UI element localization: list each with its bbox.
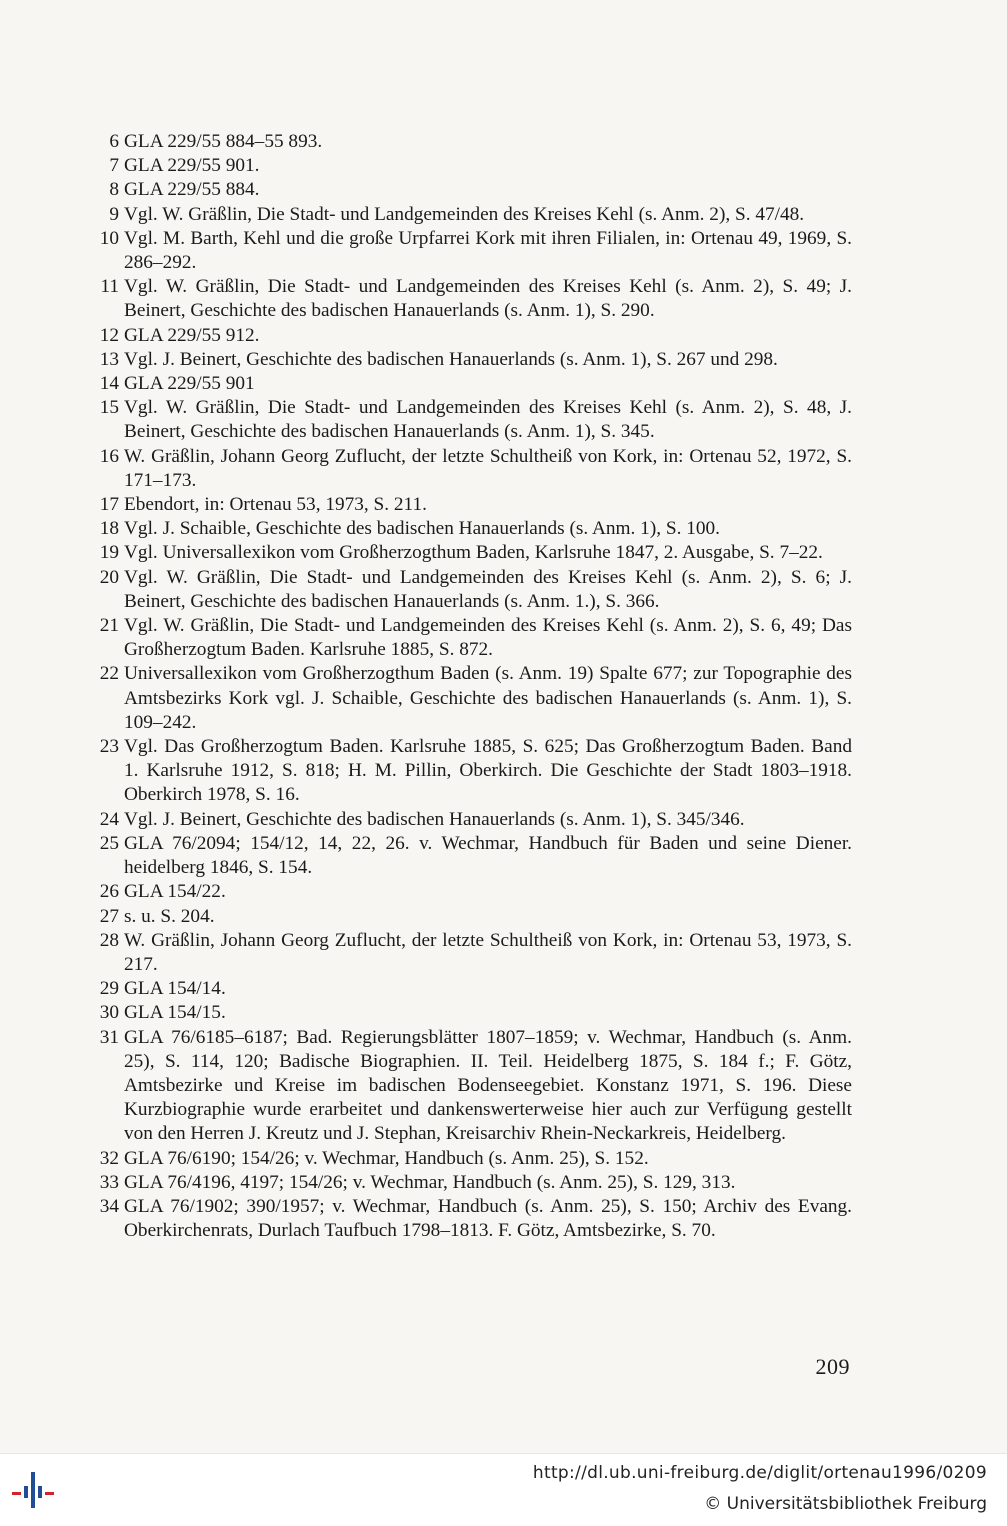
footnote-text: Vgl. W. Gräßlin, Die Stadt- und Landgemeinden des Kreises Kehl (s. Anm. 2), S. 47/48.	[124, 203, 805, 225]
footnote	[86, 324, 852, 348]
copyright-notice: © Universitätsbibliothek Freiburg	[704, 1494, 987, 1514]
footnote-text: GLA 76/2094; 154/12, 14, 22, 26. v. Wechmar, Handbuch für Baden und seine Diener. heidelberg 1846, S. 154.	[124, 832, 852, 879]
footnote-text: GLA 76/4196, 4197; 154/26; v. Wechmar, Handbuch (s. Anm. 25), S. 129, 313.	[124, 1171, 736, 1193]
footnote	[86, 808, 852, 832]
page-number: 209	[815, 1354, 850, 1379]
footnote	[86, 614, 852, 662]
footnote-number: 34	[99, 1195, 119, 1217]
footnotes-list	[86, 130, 852, 1243]
footnote-text: Ebendort, in: Ortenau 53, 1973, S. 211.	[124, 494, 427, 516]
footnote-text: Vgl. Das Großherzogtum Baden. Karlsruhe 1885, S. 625; Das Großherzogtum Baden. Band 1. Karlsruhe 1912, S. 818; H. M. Pillin, Oberkirch. Die Geschichte der Stadt 1803–1918. Oberkirch 1978, S. 16.	[124, 736, 852, 806]
footnote	[86, 566, 852, 614]
footnote	[86, 1026, 852, 1147]
footnote-number: 27	[99, 905, 119, 927]
footnote-number: 15	[99, 397, 119, 419]
footnote-number: 6	[109, 131, 119, 152]
footnote-text: Vgl. W. Gräßlin, Die Stadt- und Landgemeinden des Kreises Kehl (s. Anm. 2), S. 49; J. Beinert, Geschichte des badischen Hanauerlands (s. Anm. 1), S. 290.	[124, 276, 852, 322]
footnote-number: 26	[99, 881, 119, 903]
footnote-number: 9	[109, 203, 119, 225]
footnote	[86, 1147, 852, 1171]
footnote	[86, 178, 852, 202]
footnote-text: GLA 154/22.	[124, 881, 226, 903]
footnote	[86, 445, 852, 493]
footnote	[86, 372, 852, 396]
footnote	[86, 493, 852, 517]
footnote-number: 32	[99, 1147, 119, 1169]
footnote-number: 25	[99, 832, 119, 854]
footnote-number: 33	[99, 1171, 119, 1193]
footnote	[86, 348, 852, 372]
footnote	[86, 929, 852, 977]
footnote-text: GLA 76/6185–6187; Bad. Regierungsblätter 1807–1859; v. Wechmar, Handbuch (s. Anm. 25), S. 114, 120; Badische Biographien. II. Teil. Heidelberg 1875, S. 184 f.; F. Götz, Amtsbezirke und Kreise im badischen Bodenseegebiet. Konstanz 1971, S. 196. Diese Kurzbiographie wurde erarbeitet und dankenswerterweise hier auch zur Verfügung gestellt von den Herren J. Kreutz und J. Stephan, Kreisarchiv Rhein-Neckarkreis, Heidelberg.	[124, 1026, 852, 1145]
footnote-text: Vgl. J. Beinert, Geschichte des badischen Hanauerlands (s. Anm. 1), S. 345/346.	[124, 808, 745, 830]
footnote	[86, 977, 852, 1001]
footnote	[86, 203, 852, 227]
footnote-text: W. Gräßlin, Johann Georg Zuflucht, der letzte Schultheiß von Kork, in: Ortenau 52, 1972, S. 171–173.	[124, 445, 852, 491]
footnote-text: Vgl. J. Beinert, Geschichte des badischen Hanauerlands (s. Anm. 1), S. 267 und 298.	[124, 348, 778, 370]
footnote-text: GLA 154/14.	[124, 978, 226, 1000]
footnote-number: 7	[109, 155, 119, 177]
footnote	[86, 130, 852, 154]
footnote-text: Vgl. Universallexikon vom Großherzogthum Baden, Karlsruhe 1847, 2. Ausgabe, S. 7–22.	[124, 542, 823, 564]
footnote-number: 8	[109, 179, 119, 201]
footnote	[86, 517, 852, 541]
footnote	[86, 1001, 852, 1025]
ub-freiburg-logo-icon[interactable]	[12, 1468, 64, 1512]
footnote-text: GLA 229/55 884–55 893.	[124, 131, 323, 152]
footnote	[86, 662, 852, 735]
footnote-number: 13	[99, 348, 119, 370]
footnote	[86, 275, 852, 323]
footnote-text: GLA 229/55 901.	[124, 155, 260, 177]
footnote-text: GLA 229/55 912.	[124, 324, 260, 346]
footnote	[86, 227, 852, 275]
footnote-number: 14	[99, 373, 119, 395]
footnote-number: 28	[99, 929, 119, 951]
footnote	[86, 1171, 852, 1195]
footnote-text: W. Gräßlin, Johann Georg Zuflucht, der letzte Schultheiß von Kork, in: Ortenau 53, 1973, S. 217.	[124, 929, 852, 975]
footnote-number: 20	[99, 566, 119, 588]
footnote-text: GLA 154/15.	[124, 1002, 226, 1024]
footnote-number: 29	[99, 978, 119, 1000]
footnote-text: Vgl. J. Schaible, Geschichte des badischen Hanauerlands (s. Anm. 1), S. 100.	[124, 518, 720, 540]
footnote	[86, 1195, 852, 1243]
footnote-text: GLA 229/55 884.	[124, 179, 260, 201]
footnote-number: 17	[99, 494, 119, 516]
footnote-number: 16	[99, 445, 119, 467]
footnote-number: 21	[99, 615, 119, 637]
document-url[interactable]: http://dl.ub.uni-freiburg.de/diglit/ortenau1996/0209	[532, 1463, 987, 1483]
footnote-number: 24	[99, 808, 119, 830]
footnote-text: Vgl. W. Gräßlin, Die Stadt- und Landgemeinden des Kreises Kehl (s. Anm. 2), S. 6, 49; Das Großherzogtum Baden. Karlsruhe 1885, S. 872.	[124, 615, 852, 661]
footnote	[86, 735, 852, 808]
footnote-number: 31	[99, 1026, 119, 1048]
footnote-number: 22	[99, 663, 119, 685]
footnote-text: GLA 229/55 901	[124, 373, 255, 395]
footnote-text: Universallexikon vom Großherzogthum Baden (s. Anm. 19) Spalte 677; zur Topographie des Amtsbezirks Kork vgl. J. Schaible, Geschichte des badischen Hanauerlands (s. Anm. 1), S. 109–242.	[124, 663, 852, 733]
footnote-number: 11	[100, 276, 119, 298]
footnote-text: s. u. S. 204.	[124, 905, 215, 927]
footnote-text: Vgl. W. Gräßlin, Die Stadt- und Landgemeinden des Kreises Kehl (s. Anm. 2), S. 48, J. Beinert, Geschichte des badischen Hanauerlands (s. Anm. 1), S. 345.	[124, 397, 852, 443]
footnote-text: GLA 76/1902; 390/1957; v. Wechmar, Handbuch (s. Anm. 25), S. 150; Archiv des Evang. Oberkirchenrats, Durlach Taufbuch 1798–1813. F. Götz, Amtsbezirke, S. 70.	[124, 1195, 852, 1242]
footnote-number: 12	[99, 324, 119, 346]
viewer-footer	[0, 1453, 1007, 1526]
footnote	[86, 832, 852, 880]
footnote	[86, 905, 852, 929]
footnote	[86, 880, 852, 904]
footnote-text: Vgl. W. Gräßlin, Die Stadt- und Landgemeinden des Kreises Kehl (s. Anm. 2), S. 6; J. Beinert, Geschichte des badischen Hanauerlands (s. Anm. 1.), S. 366.	[124, 566, 852, 612]
footnote-text: Vgl. M. Barth, Kehl und die große Urpfarrei Kork mit ihren Filialen, in: Ortenau 49, 1969, S. 286–292.	[124, 227, 852, 274]
footnote-number: 30	[99, 1002, 119, 1024]
footnote	[86, 154, 852, 178]
footnote-text: GLA 76/6190; 154/26; v. Wechmar, Handbuch (s. Anm. 25), S. 152.	[124, 1147, 649, 1169]
footnote-number: 23	[99, 736, 119, 758]
footnote-number: 10	[99, 227, 119, 249]
footnote-number: 18	[99, 518, 119, 540]
footnote	[86, 396, 852, 444]
footnote	[86, 541, 852, 565]
footnote-number: 19	[99, 542, 119, 564]
